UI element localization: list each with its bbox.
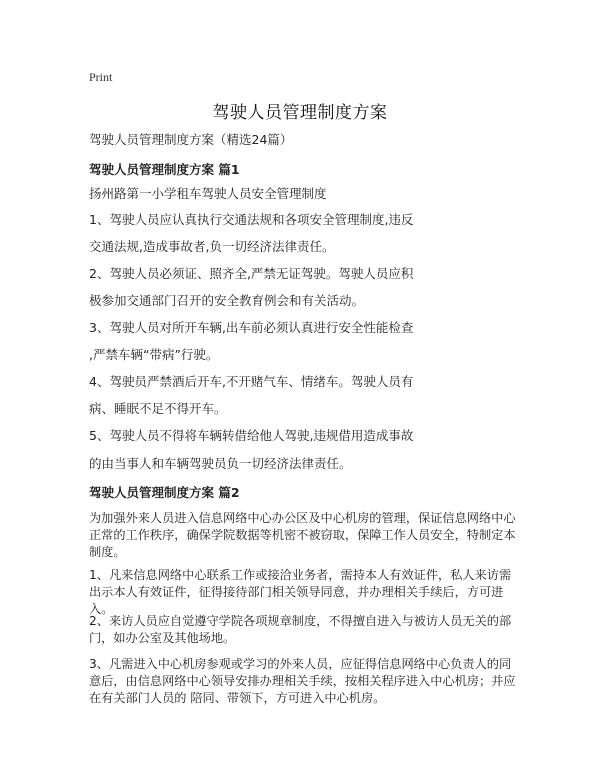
section-1-line: 极参加交通部门召开的安全教育例会和有关活动。 [89, 293, 365, 308]
print-label: Print [89, 70, 113, 84]
document-subtitle: 驾驶人员管理制度方案（精选24篇） [89, 132, 293, 147]
section-1-line: 5、驾驶人员不得将车辆转借给他人驾驶,违规借用造成事故 [89, 428, 414, 443]
section-2-paragraph: 为加强外来人员进入信息网络中心办公区及中心机房的管理，保证信息网络中心正常的工作秩序，确保学院数据等机密不被窃取，保障工作人员安全，特制定本制度。 [89, 511, 516, 559]
section-1-line: 病、睡眠不足不得开车。 [89, 401, 227, 416]
section-1-line: 的由当事人和车辆驾驶员负一切经济法律责任。 [89, 456, 352, 471]
section-2-paragraph: 3、凡需进入中心机房参观或学习的外来人员，应征得信息网络中心负责人的同意后，由信息网络中心领导安排办理相关手续，按相关程序进入中心机房；并应在有关部门人员的 陪同、带领下，方可进入中心机房。 [89, 657, 516, 705]
section-1-line: 3、驾驶人员对所开车辆,出车前必须认真进行安全性能检查 [89, 320, 414, 335]
section-1-heading: 驾驶人员管理制度方案 篇1 [89, 162, 240, 177]
section-1-line: ,严禁车辆“带病”行驶。 [89, 347, 219, 362]
section-1-line: 4、驾驶员严禁酒后开车,不开赌气车、情绪车。驾驶人员有 [89, 374, 414, 389]
section-2-heading: 驾驶人员管理制度方案 篇2 [89, 485, 240, 500]
section-1-line: 交通法规,造成事故者,负一切经济法律责任。 [89, 239, 335, 254]
document-title: 驾驶人员管理制度方案 [212, 103, 388, 123]
section-2-paragraph: 1、凡来信息网络中心联系工作或接洽业务者，需持本人有效证件，私人来访需出示本人有效证件，征得接待部门相关领导同意，并办理相关手续后，方可进入。 [89, 568, 512, 616]
section-1-line: 1、驾驶人员应认真执行交通法规和各项安全管理制度,违反 [89, 212, 414, 227]
section-2-paragraph: 2、来访人员应自觉遵守学院各项规章制度，不得擅自进入与被访人员无关的部门，如办公室及其他场地。 [89, 614, 512, 645]
section-1-intro: 扬州路第一小学租车驾驶人员安全管理制度 [89, 186, 327, 201]
section-1-line: 2、驾驶人员必须证、照齐全,严禁无证驾驶。驾驶人员应积 [89, 266, 414, 281]
